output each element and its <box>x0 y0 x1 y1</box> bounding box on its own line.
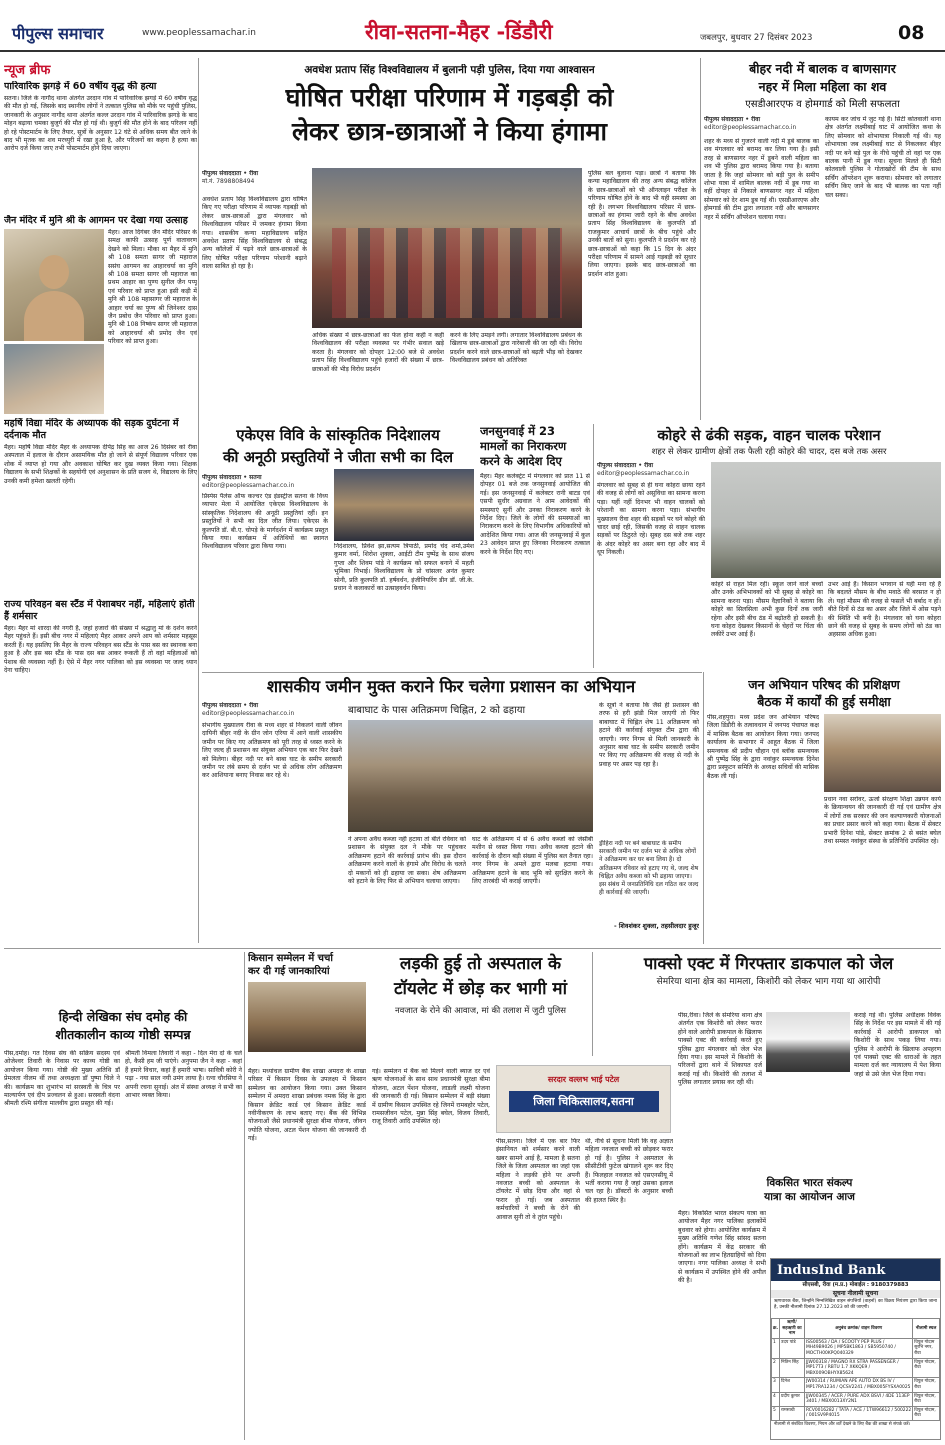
auction-cell-no: 5 <box>772 1406 780 1420</box>
hospital-sign-line-1: सरदार वल्लभ भाई पटेल <box>547 1075 620 1084</box>
auction-cell-name: उदय पांडे <box>780 1338 805 1358</box>
ad-title: सूचना नीलामी सूचना <box>771 1290 940 1298</box>
news-brief-column <box>4 60 197 940</box>
jan-abhiyan-story <box>707 676 941 944</box>
column-divider <box>198 58 199 943</box>
girl-body-1: पीस,सतना। जिले में एक बार फिर इंसानियत को शर्मसार करने वाली खबर सामने आई है, मामला है सतना जिले के जिला अस्पताल का जहां एक महिला ने लड़की होने पर अपनी नवजात बच्ची को अस्पताल के टॉयलेट में छोड़ दिया और वहां से फरार हो गई। जब अस्पताल कर्मचारियों ने बच्ची के रोने की आवाज सुनी तो वे तुरंत पहुंचे। <box>496 1138 580 1221</box>
fog-byline: पीपुल्स संवाददाता • रीवा <box>597 462 654 469</box>
lead-headline-2: लेकर छात्र-छात्राओं ने किया हंगामा <box>292 117 607 146</box>
auction-cell-name: प्रदीप कुमार <box>780 1392 805 1406</box>
hospital-sign-line-2: जिला चिकित्सालय,सतना <box>509 1091 659 1112</box>
cultural-body-1: प्रिंस्पेस पैलेस ऑफ कल्चर एंड इंडस्ट्रीज सतना के विंध्य व्यापार मेला में आयोजित एकेएस विश्वविद्यालय के सांस्कृतिक निदेशालय की अनूठी प्रस्तुतियां रहीं। इन प्रस्तुतियों ने सभी का दिल जीत लिया। एकेएस के कुलपति डॉ. बी.ए. चोपड़े के मार्गदर्शन में कार्यक्रम प्रस्तुत किया गया। कार्यक्रम में अतिथियों का स्वागत विश्वविद्यालय परिवार द्वारा किया गया। <box>202 493 328 551</box>
brief-body-4: मैहर। मैहर मां शारदा की नगरी है, जहां हजारों की संख्या में श्रद्धालु मां के दर्शन करने मैहर पहुंचते हैं। इसी बीच नगर में महिलाएं मैहर आकर अपने आप को शर्मसार महसूस करती हैं। यह इसलिए कि मैहर के राज्य परिवहन बस स्टैंड के पास बस का स्थानक बना हुआ है और इस बस स्टैंड के पास दस बस आकर रूकती हैं तो वहां महिलाओं को पेशाब की व्यवस्था नहीं है। ऐसे में मैहर नगर पालिका को इस व्यवस्था पर जल्द ध्यान देना चाहिए। <box>4 625 197 675</box>
fog-body-3: उभर आई हैं। किसान भगवान से यही मना रहे हैं कि बदलते मौसम के बीच मवाठे की बरसात न हो ले। यहां मौसम की वजह से फसलें भी बर्बाद न हों। बीते दिनों से ठंड का असर और जिले में ओस पड़ने की स्थिति भी बनी है। मंगलवार को घना कोहरा छाने की वजह से सुबह के समय लोगों को ठंड का अहसास अधिक हुआ। <box>828 581 941 639</box>
auction-cell-place: विपुल गोदाम, रीवा <box>913 1358 940 1378</box>
auction-table <box>771 1318 940 1421</box>
page-number: 08 <box>898 22 925 44</box>
auction-row <box>772 1378 940 1392</box>
jansunwai-story <box>480 424 590 668</box>
cultural-story <box>202 424 474 668</box>
column-divider <box>703 672 704 944</box>
kisan-body-2: गई। सम्मेलन में बैंक को मिलने वाली ब्याज दर एवं ऋण योजनाओं के साथ साथ प्रधानमंत्री सुरक्षा बीमा योजना, अटल पेंशन योजना, लाडली लक्ष्मी योजना की जानकारी दी गई। किसान सम्मेलन में बड़ी संख्या में ग्रामीण किसान उपस्थित रहे जिनमें रामबहोर पटेल, रामसजीवन पटेल, मुन्ना सिंह बघेल, विजय तिवारी, राजू तिवारी आदि उपस्थित रहे। <box>372 1068 490 1126</box>
bank-address: सीएसबी, रीवा (म.प्र.) मोबाईल : 9180379883 <box>802 1282 909 1288</box>
fog-email: editor@peoplessamachar.co.in <box>597 470 690 477</box>
cultural-headline-2: की अनूठी प्रस्तुतियों ने जीता सभी का दिल <box>222 448 454 466</box>
jansunwai-headline-3: करने के आदेश दिए <box>480 454 562 468</box>
fog-subhead: शहर से लेकर ग्रामीण क्षेत्रों तक फैली रही कोहरे की चादर, दस बजे तक असर <box>651 447 887 457</box>
brief-headline-3: महर्षि विद्या मंदिर के अध्यापक की सड़क दुर्घटना में दर्दनाक मौत <box>4 418 179 441</box>
auction-cell-place: विपुल गोदाम सुरभि नगर, रीवा <box>913 1338 940 1358</box>
encroach-body-4: के सूत्रों ने बताया कि जैसे ही प्रशासन की तरफ से हरी झंडी मिल जाएगी तो फिर बाबाघाट में चिह्नित शेष 11 अतिक्रमण को हटाने की कार्रवाई संयुक्त टीम द्वारा की जाएगी। नगर निगम से मिली जानकारी के अनुसार बाबा घाट के समीप सरकारी जमीन पर किए गए अतिक्रमण की वजह से नदी के प्रवाह पर असर पड़ रहा है। <box>599 702 699 768</box>
column-divider <box>592 952 593 1056</box>
posco-body-1: पीस,रीवा। जिले के सेमरिया थाना क्षेत्र अंतर्गत एक किशोरी को लेकर फरार होने वाले आरोपी डाकपाल के खिलाफ पाक्सो एक्ट की कार्रवाई करते हुए पुलिस द्वारा मंगलवार को जेल भेज दिया गया। इस मामले में किशोरी के परिजनों द्वारा थाने में शिकायत दर्ज कराई गई थी। किशोरी की तलाश में पुलिस लगातार प्रयास कर रही थी। <box>678 1012 762 1087</box>
lead-body-1: अवधेश प्रताप सिंह विश्वविद्यालय द्वारा घोषित किए गए परीक्षा परिणाम में व्यापक गड़बड़ी को लेकर छात्र-छात्राओं द्वारा मंगलवार को विश्वविद्यालय परिसर में जमकर हंगामा किया गया। शासकीय कन्या महाविद्यालय सहित अवधेश प्रताप सिंह विश्वविद्यालय से संबद्ध अन्य कॉलेजों में पढ़ने वाले छात्र-छात्राओं के लिए घोषित परीक्षा परिणाम परेशानी बढ़ाने वाला साबित हो रहा है। <box>202 196 307 271</box>
encroach-body-1: संभागीय मुख्यालय रीवा के मध्य शहर से निकलने वाली जीवन दायिनी बीहर नदी के ग्रीन जोन एरिया में आने वाली शासकीय जमीन पर किए गए अतिक्रमण को पूरी तरह से ध्वस्त करने के लिए जल्द ही प्रशासन का संयुक्त अभियान एक बार फिर देखने को मिलेगा। बीहर नदी पर बने बाबा घाट के समीप सरकारी जमीन पर लंबे समय से दर्जन भर से अधिक लोग अतिक्रमण कर आशियाना बनाए निवास कर रहे थे। <box>202 722 342 780</box>
encroach-quote-by: - शिवशंकर शुक्ला, तहसीलदार हुजूर <box>614 922 699 930</box>
lead-mobile: मो.नं. 7898808494 <box>202 178 255 185</box>
auction-cell-no: 3 <box>772 1378 780 1392</box>
bank-logo: IndusInd Bank <box>777 1262 886 1278</box>
encroach-body-2: ने अपना अवैध कब्जा नहीं हटाया तो बीते रविवार को प्रशासन के संयुक्त दल ने मौके पर पहुंचकर अतिक्रमण हटाने की कार्रवाई प्रारंभ की। इस दौरान अतिक्रमण करने वालों के हंगामे और विरोध के चलते दो मकानों को ही ढहाया जा सका। शेष अतिक्रमण को हटाने के लिए फिर से अभियान चलाया जाएगा। <box>348 836 466 886</box>
dateline: जबलपुर, बुधवार 27 दिसंबर 2023 <box>700 33 813 43</box>
river-headline-2: नहर में मिला महिला का शव <box>758 79 887 94</box>
auction-cell-name: दिनेश <box>780 1378 805 1392</box>
auction-cell-name: नितिन सिंह <box>780 1358 805 1378</box>
auction-cell-detail: JW00314 / RUMIAN APE AUTO DX BS IV / MP17RA1234 / QCSV2241 / MBX005FYSXA0025 <box>804 1378 912 1392</box>
brief-body-1: सतना। जिले के नागौद थाना अंतर्गत उरदान गांव में पारिवारिक झगड़े में 60 वर्षीय वृद्ध की मौत हो गई, जिसके बाद स्थानीय लोगों ने तत्काल पुलिस को मौके पर पहुंची पुलिस, जानकारी के अनुसार नागौद थाना अंतर्गत कल्ल उरदान गांव में पारिवारिक झगड़े के बाद मोहन बढ़ाया चमका बुजुर्ग की मौत हो गई थी। बुजुर्ग की मौत होने के बाद परिजन नहीं हो रहे पोस्टमार्टम के लिए तैयार, सूत्रों के अनुसार 12 घंटे से अधिक समय बीत जाने के बाद भी मृतक का शव मरच्युरी में रखा हुआ है, और परिजनों का कहना है हत्या का आरोप दर्ज किया जाए तभी पोस्टमार्टम होने दिया जाएगा। <box>4 95 197 153</box>
encroach-quote-box <box>599 840 699 940</box>
auction-cell-place: विपुल गोदाम, रीवा <box>913 1378 940 1392</box>
brief-body-2: मैहर। आज दिगंबर जैन मंदिर परिसर के समक्ष काफी उत्साह पूर्ण वातावरण देखने को मिला। मौका था मैहर में मुनि श्री 108 समता सागर जी महाराज ससंघ आगमन का आहारचर्या का मुनि श्री 108 समता सागर जी महाराज का प्रथम आहार का पुण्य सुनील जैन पप्पू एवं परिवार को प्राप्त हुआ इसी कड़ी में मुनि श्री 108 महासागर जी महाराज के आहार चर्या का पुण्य श्री जिनेश्वर दास जैन प्रबोध जैन परिवार को प्राप्त हुआ। मुनि श्री 108 निष्कंप सागर जी महाराज को आहारचर्या श्री प्रमोद जैन एवं परिवार को प्राप्त हुआ। <box>108 229 197 346</box>
auction-row <box>772 1338 940 1358</box>
encroach-subhead: बाबाघाट के पास अतिक्रमण चिह्नित, 2 को ढहाया <box>348 705 526 716</box>
kisan-headline-1: किसान सम्मेलन में चर्चा <box>248 953 333 964</box>
girl-body-2: थी, नीचे से सूचना मिली कि वह अज्ञात महिला नवजात बच्ची को छोड़कर फरार हो गई है। पुलिस ने अस्पताल के सीसीटीवी फुटेज खंगालने शुरू कर दिए हैं। फिलहाल नवजात को एसएनसीयू में भर्ती कराया गया है जहां उसका इलाज चल रहा है। डॉक्टरों के अनुसार बच्ची की हालत स्थिर है। <box>585 1138 673 1204</box>
vikas-headline-2: यात्रा का आयोजन आज <box>764 1191 855 1203</box>
lead-story <box>202 58 697 420</box>
hindi-headline-1: हिन्दी लेखिका संघ दमोह की <box>58 1009 188 1024</box>
river-story <box>704 60 941 420</box>
section-rule <box>202 672 702 673</box>
brief-headline-2: जैन मंदिर में मुनि श्री के आगमन पर देखा गया उत्साह <box>4 215 188 226</box>
auction-header: क्र. <box>772 1319 780 1339</box>
jansunwai-headline-1: जनसुनवाई में 23 <box>480 424 555 438</box>
hindi-body-1: पीस,दमोह। गत दिवस संघ की सक्रिय सदस्य एवं ओजेश्वर तिवारी के निवास पर काव्य गोष्ठी का आयोजन किया गया। गोष्ठी की मुख्य अतिथि डॉ प्रेमलता नीलम थीं तथा अध्यक्षता डॉ पुष्पा चिले ने की। कार्यक्रम का शुभारंभ मां सरस्वती के चित्र पर माल्यार्पण एवं दीप प्रज्वलन से हुआ। सरस्वती वंदना श्रीमती रश्मि संगीता मालवीय द्वारा प्रस्तुत की गई। <box>4 1050 120 1108</box>
paper-logo: पीपुल्स समाचार <box>12 24 104 43</box>
auction-header: नीलामी स्थल <box>913 1319 940 1339</box>
auction-cell-detail: RCV0016282 / TATA / ACE / 1TW96612 / 500222 / 001SV9P4015 <box>804 1406 912 1420</box>
section-rule <box>4 948 941 949</box>
river-headline-1: बीहर नदी में बालक व बाणसागर <box>749 61 896 76</box>
hindi-headline-2: शीतकालीन काव्य गोष्ठी सम्पन्न <box>55 1027 191 1042</box>
jan-body-1: पीस,शहपुरा। मध्य प्रदेश जन अभियान परिषद जिला डिंडौरी के तत्वावधान में जनपद पंचायत कक्ष में मासिक बैठक का आयोजन किया गया। जनपद कार्यालय के सभागार में आहूत बैठक में जिला समन्वयक श्री प्रदीप चौहान एवं ब्लॉक समन्वयक श्री पुष्पेंद्र सिंह के द्वारा नवांकुर समन्वयक दिनेश द्वारा प्रस्फुटन समिति के अध्यक्ष सचिवों की मासिक बैठक ली गई। <box>707 714 819 780</box>
brief-headline-4: राज्य परिवहन बस स्टैंड में पेशाबघर नहीं, महिलाएं होती हैं शर्मसार <box>4 599 195 622</box>
auction-cell-detail: JJW00345 / ACER / PURE ADX BSVI / 4DE 113EP 3401 / MBX0013XY2N1 <box>804 1392 912 1406</box>
river-byline: पीपुल्स संवाददाता • रीवा <box>704 116 761 123</box>
column-divider <box>593 424 594 668</box>
river-subhead: एसडीआरएफ व होमगार्ड को मिली सफलता <box>745 99 900 110</box>
girl-headline-1: लड़की हुई तो अस्पताल के <box>399 954 562 974</box>
jansunwai-headline-2: मामलों का निराकरण <box>480 439 567 453</box>
hospital-sign-photo <box>496 1065 671 1133</box>
encroach-email: editor@peoplessamachar.co.in <box>202 710 295 717</box>
auction-cell-place: विपुल गोदाम, रीवा <box>913 1392 940 1406</box>
hindi-story <box>4 1008 242 1440</box>
auction-row <box>772 1406 940 1420</box>
river-body-2: कायम कर जांच में जुट गई है। सिटी कोतवाली थाना क्षेत्र अंतर्गत लक्ष्मीबाई घाट में आयोजित कथा के लिए सोमवार को शोभायात्रा निकाली गई थी। यह शोभायात्रा जब लक्ष्मीबाई घाट से निकलकर बीहर नदी पर बने बड़े पुल के नीचे पहुंची तो वहां पर एक बालक पानी में डूब गया। सूचना मिलते ही सिटी कोतवाली पुलिस ने गोताखोरों की टीम के साथ सर्चिंग ऑपरेशन शुरू कराया। सोमवार को लगातार सर्चिंग किए जाने के बाद भी बालक का पता नहीं चल सका। <box>825 116 941 199</box>
section-title: रीवा-सतना-मैहर -डिंडौरी <box>365 20 553 44</box>
fog-body-1: मंगलवार को सुबह से ही घना कोहरा छाया रहने की वजह से लोगों को असुविधा का सामना करना पड़ा। यहीं नहीं दिनभर भी वाहन चालकों को परेशानी का सामना करना पड़ा। संभागीय मुख्यालय रीवा शहर की सड़कों पर घने कोहरे की चादर छाई रही, जिसकी वजह से वाहन चालक सड़कों पर ठिठुरते रहे। सुबह दस बजे तक शहर के अंदर कोहरे का असर बना रहा और बाद में धूप निकली। <box>597 482 705 557</box>
lead-body-2: अधिक संख्या में छात्र-छात्राओं का फेल होना कहीं न कहीं विश्वविद्यालय की परीक्षा व्यवस्था पर गंभीर सवाल खड़े करता है। मंगलवार को दोपहर 12:00 बजे से अवधेश प्रताप सिंह विश्वविद्यालय पहुंचे हजारों की संख्या में छात्र-छात्राओं की भीड़ विरोध प्रदर्शन <box>312 332 444 373</box>
encroach-body-3: घाट के अतिक्रमण में से 6 अवैध कब्जों को जेसीबी मशीन से ध्वस्त किया गया। अवैध कब्जा हटाने की कार्रवाई के दौरान बड़ी संख्या में पुलिस बल तैनात रहा। नगर निगम के अमले द्वारा मलबा हटाया गया। अतिक्रमण हटाने के बाद भूमि को सुरक्षित करने के लिए तारबंदी भी कराई जाएगी। <box>472 836 593 886</box>
jan-body-2: प्रधान नवा सरोवर, ऊर्जा संरक्षण शिक्षा उन्नयन कार्य के क्रियान्वयन की जानकारी दी गई एवं ग्रामीण क्षेत्र में लोगों तक सरकार की जन कल्याणकारी योजनाओं का प्रचार प्रसार करने को कहा गया। बैठक में सेक्टर प्रभारी दिनेश पांडे, सेक्टर क्रमांक 2 से बसंत बघेल तथा समस्त नवांकुर संस्था के प्रतिनिधि उपस्थित रहे। <box>824 796 941 846</box>
posco-headline: पाक्सो एक्ट में गिरफ्तार डाकपाल को जेल <box>643 954 894 973</box>
ad-intro: ऋणधारक बैंक, जिन्होंने निम्नलिखित वाहन संपत्तियों (वाहनों) का विक्रय नियंत्रण द्वारा किया जाना है, उनकी नीलामी दिनांक 27.12.2023 को की जाएगी। <box>774 1299 937 1310</box>
auction-cell-no: 2 <box>772 1358 780 1378</box>
site-url: www.peoplessamachar.in <box>142 28 256 38</box>
kisan-headline-2: कर दी गई जानकारियां <box>248 966 330 977</box>
fog-story <box>597 426 941 668</box>
girl-story <box>372 952 589 1064</box>
posco-subhead: सेमरिया थाना क्षेत्र का मामला, किशोरी को लेकर भाग गया था आरोपी <box>656 977 881 987</box>
lead-body-4: पुलिस बल बुलाना पड़ा। छात्रों ने बताया कि कन्या महाविद्यालय की तरह अन्य संबद्ध कॉलेज के छात्र-छात्राओं को भी ऑनलाइन परीक्षा के परिणाम घोषित होने के बाद भी यही समस्या आ रही है। लगभग विश्वविद्यालय परिसर में छात्र-छात्राओं का हंगामा जारी रहने के बीच अवधेश प्रताप सिंह विश्वविद्यालय के कुलपति डॉ राजकुमार आचार्य छात्रों के बीच पहुंचे और उनकी बातों को सुना। कुलपति ने प्रदर्शन कर रहे छात्र-छात्राओं को कहा कि 15 दिन के अंदर परीक्षा परिणाम में सामने आई गड़बड़ी को सुधार लिया जाएगा। इसके बाद छात्र-छात्राओं का प्रदर्शन शांत हुआ। <box>588 170 696 278</box>
cultural-byline: पीपुल्स संवाददाता • सतना <box>202 474 262 481</box>
auction-row <box>772 1392 940 1406</box>
auction-cell-no: 4 <box>772 1392 780 1406</box>
vikas-body: मैहर। विकसित भारत संकल्प यात्रा का आयोजन मैहर नगर पालिका इलाकोंमें बुधवार को होगा। आयोजित कार्यक्रम में मुख्य अतिथि गणेश सिंह सांसद सतना होंगे। कार्यक्रम में केंद्र सरकार की योजनाओं का लाभ हितग्राहियों को दिया जाएगा। नगर पालिका अध्यक्ष ने सभी से कार्यक्रम में उपस्थित होने की अपील की है। <box>678 1210 766 1285</box>
meeting-photo <box>824 714 941 792</box>
encroach-headline: शासकीय जमीन मुक्त कराने फिर चलेगा प्रशासन का अभियान <box>266 677 636 696</box>
fog-body-2: कोहरे से राहत मिल रही। स्कूल जाने वाले बच्चों और उनके अभिभावकों को भी सुबह से कोहरे का सामना करना पड़ा। मौसम वैज्ञानिकों ने बताया कि कोहरे का सिलसिला अभी कुछ दिनों तक जारी रहेगा और इसी बीच ठंड में बढ़ोतरी हो सकती है। घना कोहरा देखकर किसानों के चेहरों पर चिंता की लकीरें उभर आई हैं। <box>711 581 823 639</box>
masthead <box>0 0 945 52</box>
demolition-photo <box>348 720 593 832</box>
fog-photo <box>711 462 941 578</box>
lead-headline-1: घोषित परीक्षा परिणाम में गड़बड़ी को <box>285 83 614 112</box>
fog-headline: कोहरे से ढंकी सड़क, वाहन चालक परेशान <box>657 428 881 444</box>
auction-cell-no: 1 <box>772 1338 780 1358</box>
jan-headline-2: बैठक में कार्यों की हुई समीक्षा <box>757 694 891 709</box>
award-photo <box>334 469 474 541</box>
river-body-1: शहर के मध्य से गुजरने वाली नदी में डूबे बालक का शव मंगलवार को बरामद कर लिया गया है। इसी तरह से बाणसागर नहर में डूबने वाली महिला का शव भी पुलिस द्वारा बरामद किया गया है। बताया जाता है कि जहां सोमवार को बड़ी पुल के समीप शोभा यात्रा में शामिल बालक नदी में डूब गया था वहीं दोपहर से निकाले बाणसागर नहर में महिला सोमवार को देर शाम डूब गई थी। एसडीआरएफ और होमगार्ड की टीम द्वारा लगातार नदी और बाणसागर नहर में सर्चिंग ऑपरेशन चलाया गया। <box>704 138 819 221</box>
bank-ad <box>770 1258 941 1440</box>
auction-header: अनुबंध क्रमांक/ वाहन विवरण <box>804 1319 912 1339</box>
auction-cell-place: विपुल गोदाम, रीवा <box>913 1406 940 1420</box>
column-divider <box>244 952 245 1440</box>
encroach-quote: ड्रीहिरा नदी पर बने बाबाघाट के समीप सरकारी जमीन पर दर्जन भर से अधिक लोगों ने अतिक्रमण कर घर बना लिया है। दो अतिक्रमण रविवार को हटाए गए थे, जल्द शेष चिह्नित अवैध कब्जा को भी ढहाया जाएगा। इस संबंध में जनप्रतिनिधि दल गठित कर जल्द ही कार्रवाई की जाएगी। <box>599 840 699 897</box>
river-email: editor@peoplessamachar.co.in <box>704 124 797 131</box>
encroach-byline: पीपुल्स संवाददाता • रीवा <box>202 702 259 709</box>
girl-subhead: नवजात के रोने की आवाज, मां की तलाश में जुटी पुलिस <box>394 1006 567 1016</box>
auction-row <box>772 1358 940 1378</box>
hindi-body-2: श्रीमती विमला तिवारी ने कहा - दिल मेरा दो के चले हो, कैसी हम जी पाएंगे। अनुपमा जैन ने कहा - कहां हैं हमारे विचार, कहां हैं हमारी भाषा। सावित्री कोरी ने पढ़ा - नया साल नयी उमंग लाया है। रत्ना चौरसिया ने अपनी रचना सुनाई। अंत में संस्था अध्यक्ष ने सभी का आभार व्यक्त किया। <box>125 1050 242 1100</box>
auction-header: ऋणी/ सहऋणी का नाम <box>780 1319 805 1339</box>
kisan-body-1: मैहर। मध्यांचल ग्रामीण बैंक शाखा अमदरा के शाखा परिसर में किसान दिवस के उपलक्ष्य में किसान सम्मेलन का आयोजन किया गया। उक्त किसान सम्मेलन में अमदरा शाखा प्रबंधक नमक सिंह के द्वारा किसान क्रेडिट कार्ड एवं किसान क्रेडिट कार्ड नवीनीकरण के लाभ बताए गए। बैंक की विभिन्न योजनाओं जैसे प्रधानमंत्री सुरक्षा बीमा योजना, जीवन ज्योति योजना, अटल पेंशन योजना की जानकारी दी गई। <box>248 1068 366 1143</box>
posco-body-2: कराई गई थी। पुलिस अधीक्षक विवेक सिंह के निर्देश पर इस मामले में की गई कार्रवाई में आरोपी डाकपाल को किशोरी के साथ पकड़ लिया गया। पुलिस ने आरोपी के खिलाफ अपहरण एवं पाक्सो एक्ट की धाराओं के तहत मामला दर्ज कर न्यायालय में पेश किया जहां से उसे जेल भेज दिया गया। <box>854 1012 941 1078</box>
auction-cell-detail: JJW00318 / MAGNO RX STRA PASSENGER / MP17T3 / RBTU 1.7 XKKQE9 / MBX009OBHYX85624 <box>804 1358 912 1378</box>
lead-kicker: अवधेश प्रताप सिंह विश्वविद्यालय में बुलानी पड़ी पुलिस, दिया गया आश्वासन <box>304 64 595 76</box>
brief-body-3: मैहर। महर्षि विद्या मंदिर मैहर के अध्यापक दीपेंद्र सिंह का आज 26 दिसंबर को रीवा अस्पताल में इलाज के दौरान असामयिक मौत हो जाने से संपूर्ण विद्यालय परिवार एक शोक में व्याप्त हो गया और अवकाश घोषित कर दुख व्यक्त किया गया। शिक्षक विद्यालय के सभी शिक्षकों के सहयोगी एवं अनुशासन के प्रति सजग थे, विद्यालय के लिए उनकी कमी हमेशा खलती रहेगी। <box>4 444 197 485</box>
ad-footer: नीलामी से संबंधित विवरण, नियम और शर्तें देखने के लिए बैंक की शाखा से संपर्क करें। <box>774 1421 911 1427</box>
lead-byline: पीपुल्स संवाददाता • रीवा <box>202 170 259 177</box>
encroach-story <box>202 676 700 944</box>
auction-cell-name: रामसाथी <box>780 1406 805 1420</box>
brief-tag: न्यूज ब्रीफ <box>4 63 51 78</box>
cultural-email: editor@peoplessamachar.co.in <box>202 482 295 489</box>
lead-body-3: करने के लिए उमड़ने लगी। लगातार विश्वविद्यालय प्रबंधन के खिलाफ छात्र-छात्राओं द्वारा नारेबाजी की जा रही थी। विरोध प्रदर्शन करने वाले छात्र-छात्राओं को बढ़ती भीड़ को देखकर विश्वविद्यालय प्रबंधन को अतिरिक्त <box>450 332 582 365</box>
kisan-photo <box>248 982 366 1052</box>
police-car-photo <box>766 1012 850 1072</box>
cultural-headline-1: एकेएस विवि के सांस्कृतिक निदेशालय <box>236 426 440 444</box>
jansunwai-body: मैहर। मैहर कलेक्ट्रेट में मंगलवार को प्रात 11 से दोपहर 01 बजे तक जनसुनवाई आयोजित की गई। इस जनसुनवाई में कलेक्टर रानी बाटड एवं एसपी सुधीर अग्रवाल ने आम आवेदकों की समस्याएं सुनीं और उनका निराकरण करने के निर्देश दिए। जिले के लोगों की समस्याओं का निराकरण करने के लिए विभागीय अधिकारियों को आदेशित किया गया। आज की जनसुनवाई में कुल 23 आवेदन प्राप्त हुए जिनका निराकरण तत्काल करने के निर्देश दिए गए। <box>480 473 590 556</box>
auction-cell-detail: ISS00563 / DA / SCOOTY PEP PLUS / MH49B9026 | MP5BK1863 / SB5950740 / MOCTH00KPQ040329 <box>804 1338 912 1358</box>
monk-photo <box>4 229 104 341</box>
vikas-headline-1: विकसित भारत संकल्प <box>766 1177 853 1189</box>
girl-headline-2: टॉयलेट में छोड़ कर भागी मां <box>393 979 567 999</box>
brief-headline-1: पारिवारिक झगड़े में 60 वर्षीय वृद्ध की हत्या <box>4 81 157 92</box>
devotee-photo <box>4 344 104 414</box>
jan-headline-1: जन अभियान परिषद की प्रशिक्षण <box>748 677 900 692</box>
column-divider <box>700 58 701 420</box>
protest-photo <box>312 168 582 328</box>
posco-story <box>596 952 941 1012</box>
cultural-body-2: निदेशालय, प्रिवेश झा,सत्यम त्रिपाठी, प्रमोद चंद शर्मा,उमेश कुमार वर्मा, शिरोश शुक्ला, आईटी टीम पुष्पेंद्र के साथ संजय गुप्ता और शिवम पांडे ने कार्यक्रम को सफल बनाने में महती भूमिका निभाई। विश्वविद्यालय के प्रो चांसलर अनंत कुमार सोनी, प्रति कुलपति डॉ. हर्षवर्धन, इंजीनियरिंग डीन डॉ. जी.के. प्रधान ने कलाकारों का उत्साहवर्धन किया। <box>334 543 474 593</box>
